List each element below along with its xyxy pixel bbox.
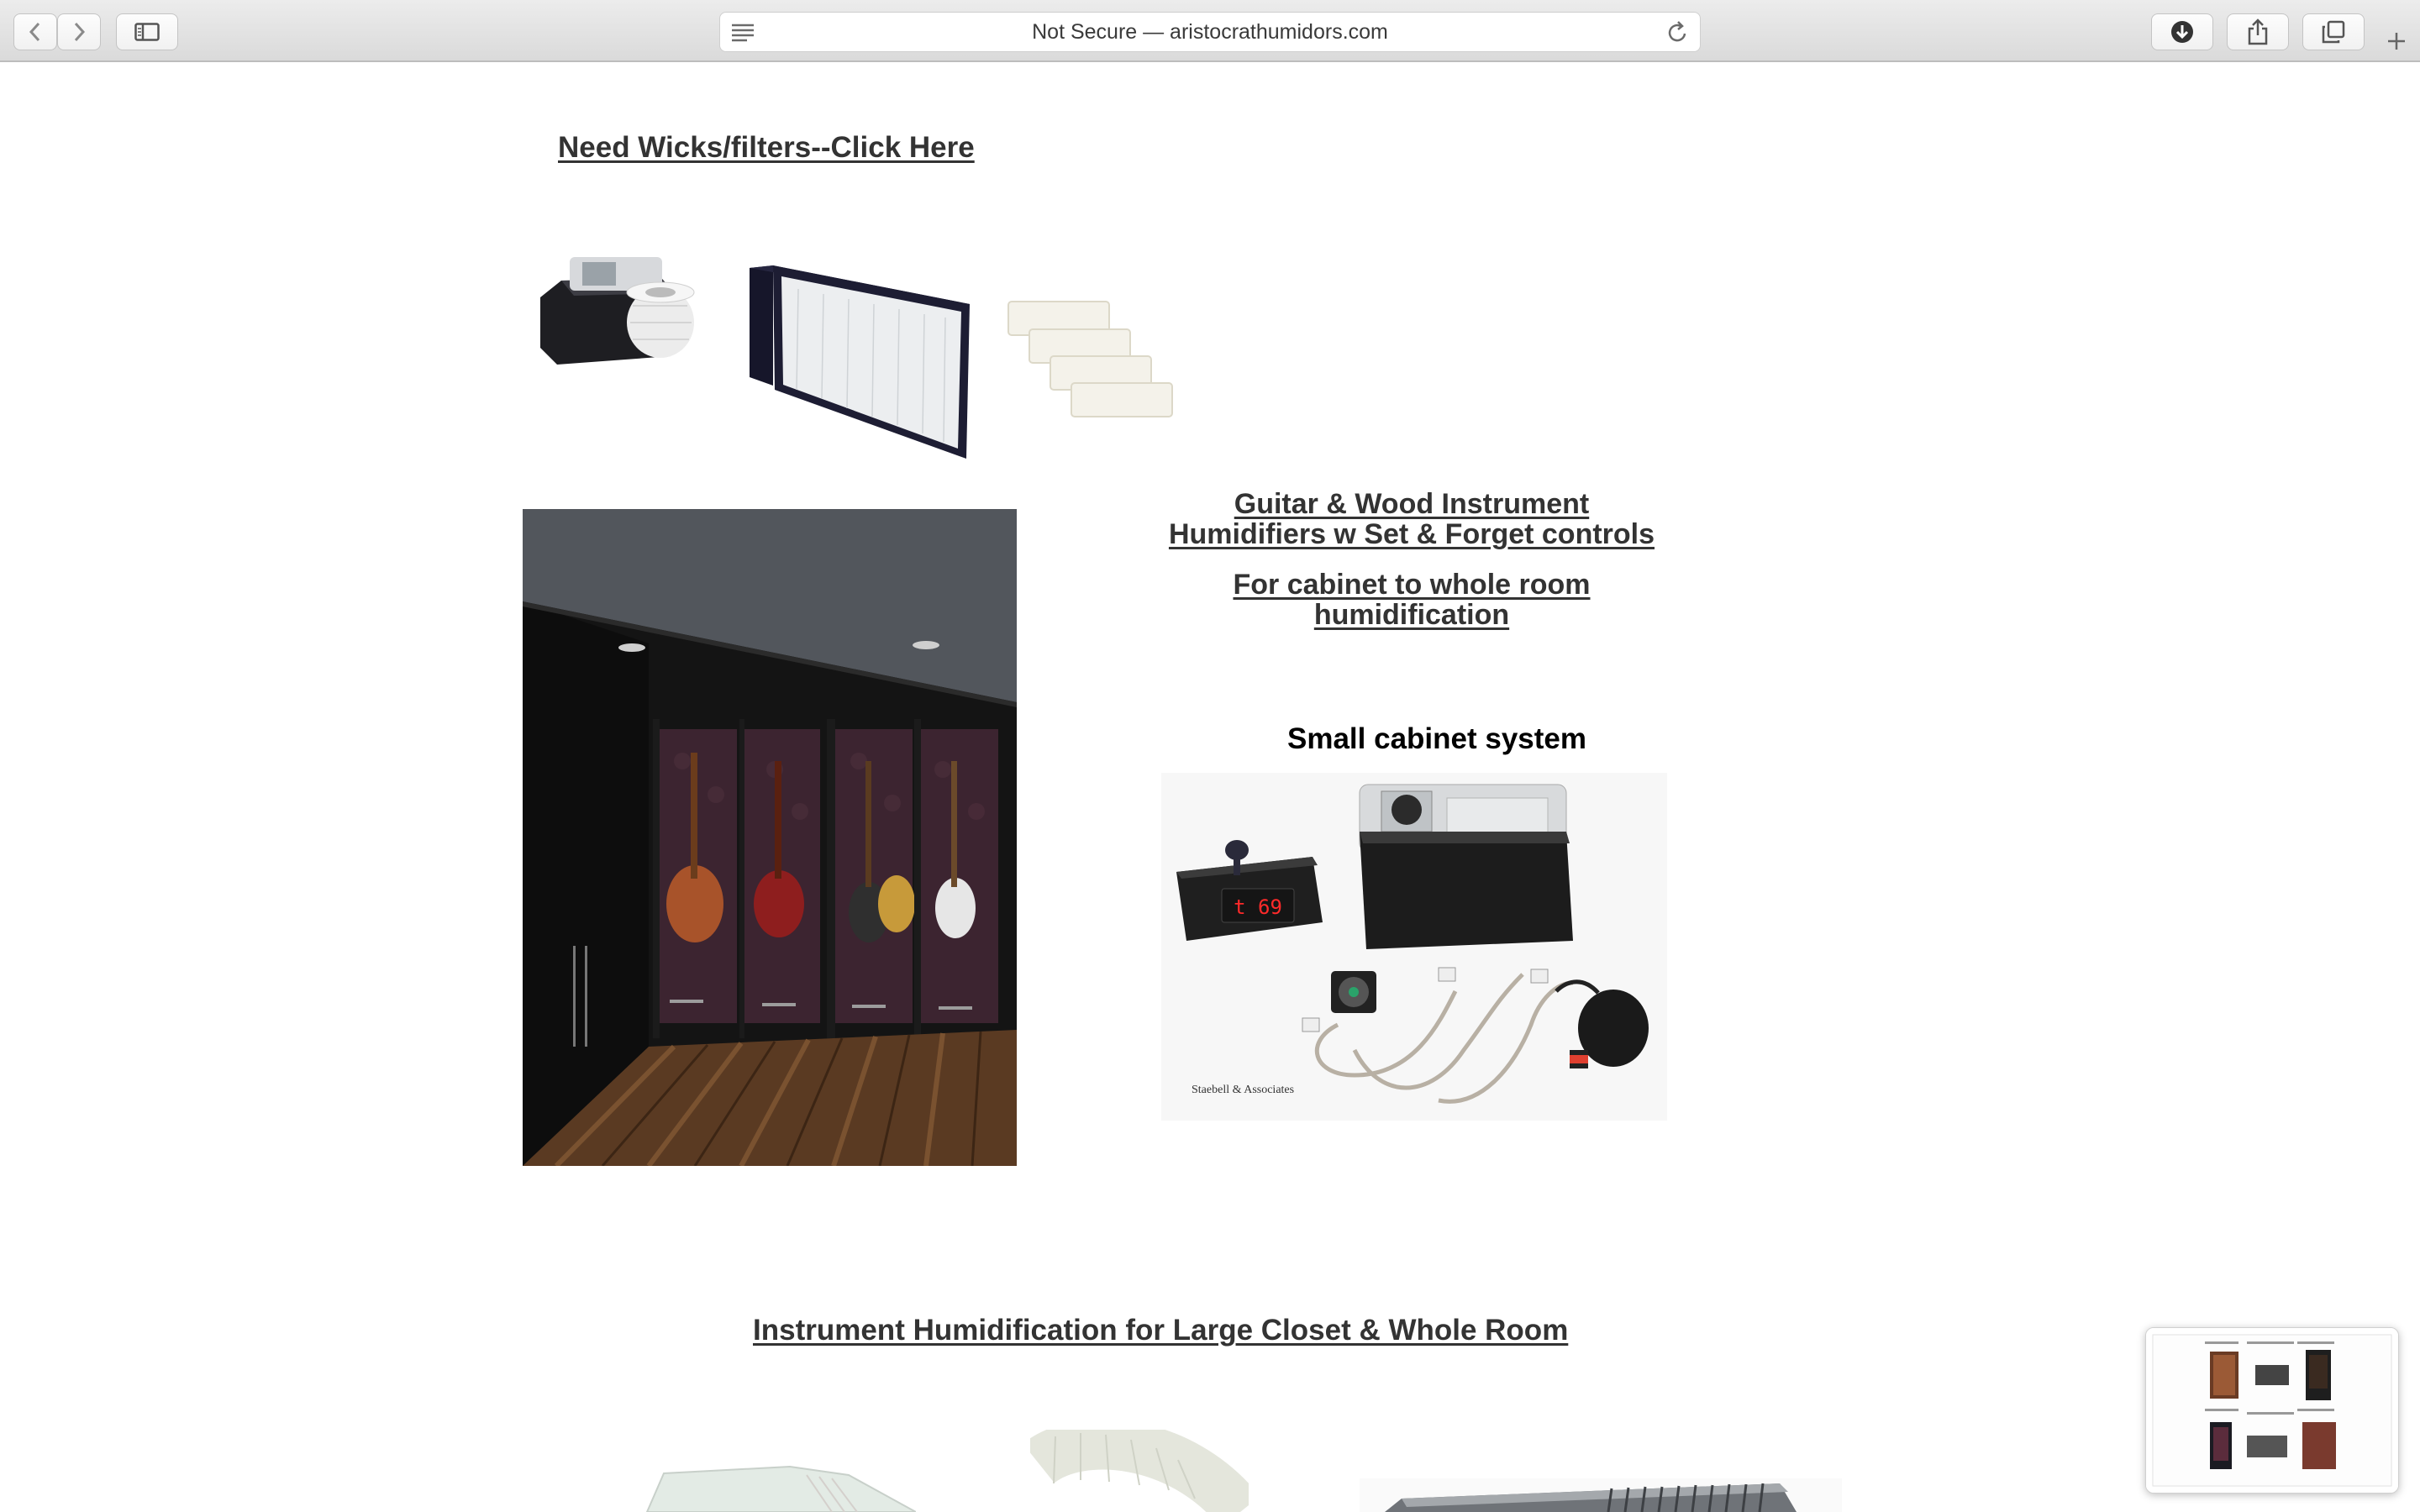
chevron-left-icon xyxy=(27,20,44,44)
page-preview-thumbnail[interactable] xyxy=(2145,1327,2399,1494)
controller-display-text: t 69 xyxy=(1234,895,1282,919)
url-text[interactable]: Not Secure — aristocrathumidors.com xyxy=(1032,20,1388,44)
humidifier-filter-image[interactable] xyxy=(739,197,975,465)
share-icon xyxy=(2247,18,2269,45)
replacement-wicks-image[interactable] xyxy=(1000,230,1185,440)
small-cabinet-heading: Small cabinet system xyxy=(1287,722,1586,755)
cabinet-whole-room-link[interactable] xyxy=(1143,570,1681,630)
page-preview-image xyxy=(2146,1328,2398,1493)
wicks-filters-link[interactable]: Need Wicks/filters--Click Here xyxy=(558,131,975,164)
flex-duct-hose-image[interactable] xyxy=(1030,1430,1249,1512)
page-content xyxy=(0,62,2420,1512)
product-image-caption: Staebell & Associates xyxy=(1192,1084,1295,1096)
tabs-icon xyxy=(2322,20,2345,44)
download-button[interactable] xyxy=(2151,13,2213,50)
share-button[interactable] xyxy=(2227,13,2289,50)
wick-kit-image[interactable] xyxy=(536,222,729,415)
reload-icon[interactable] xyxy=(1666,20,1690,45)
small-cabinet-system-image[interactable] xyxy=(1161,773,1667,1121)
back-button[interactable] xyxy=(13,13,57,50)
sidebar-button[interactable] xyxy=(116,13,178,50)
plus-icon xyxy=(2386,30,2407,52)
guitar-cabinet-room-image[interactable] xyxy=(523,509,1017,1166)
download-icon xyxy=(2170,19,2195,45)
tabs-button[interactable] xyxy=(2302,13,2365,50)
sidebar-icon xyxy=(134,23,160,41)
room-humidifier-image[interactable] xyxy=(639,1450,916,1512)
browser-toolbar xyxy=(0,0,2420,62)
forward-button[interactable] xyxy=(57,13,101,50)
cabinet-link-line1[interactable]: For cabinet to whole room xyxy=(1233,569,1591,601)
large-closet-whole-room-link[interactable]: Instrument Humidification for Large Closet & Whole Room xyxy=(753,1314,1569,1347)
whole-room-unit-image[interactable] xyxy=(1360,1478,1842,1512)
chevron-right-icon xyxy=(71,20,87,44)
guitar-link-line1[interactable]: Guitar & Wood Instrument xyxy=(1234,488,1590,520)
cabinet-link-line2[interactable]: humidification xyxy=(1313,599,1510,631)
guitar-humidifiers-link[interactable] xyxy=(1143,489,1681,549)
address-bar[interactable] xyxy=(719,12,1701,52)
new-tab-button[interactable] xyxy=(2378,20,2415,62)
guitar-link-line2[interactable]: Humidifiers w Set & Forget controls xyxy=(1168,518,1655,550)
